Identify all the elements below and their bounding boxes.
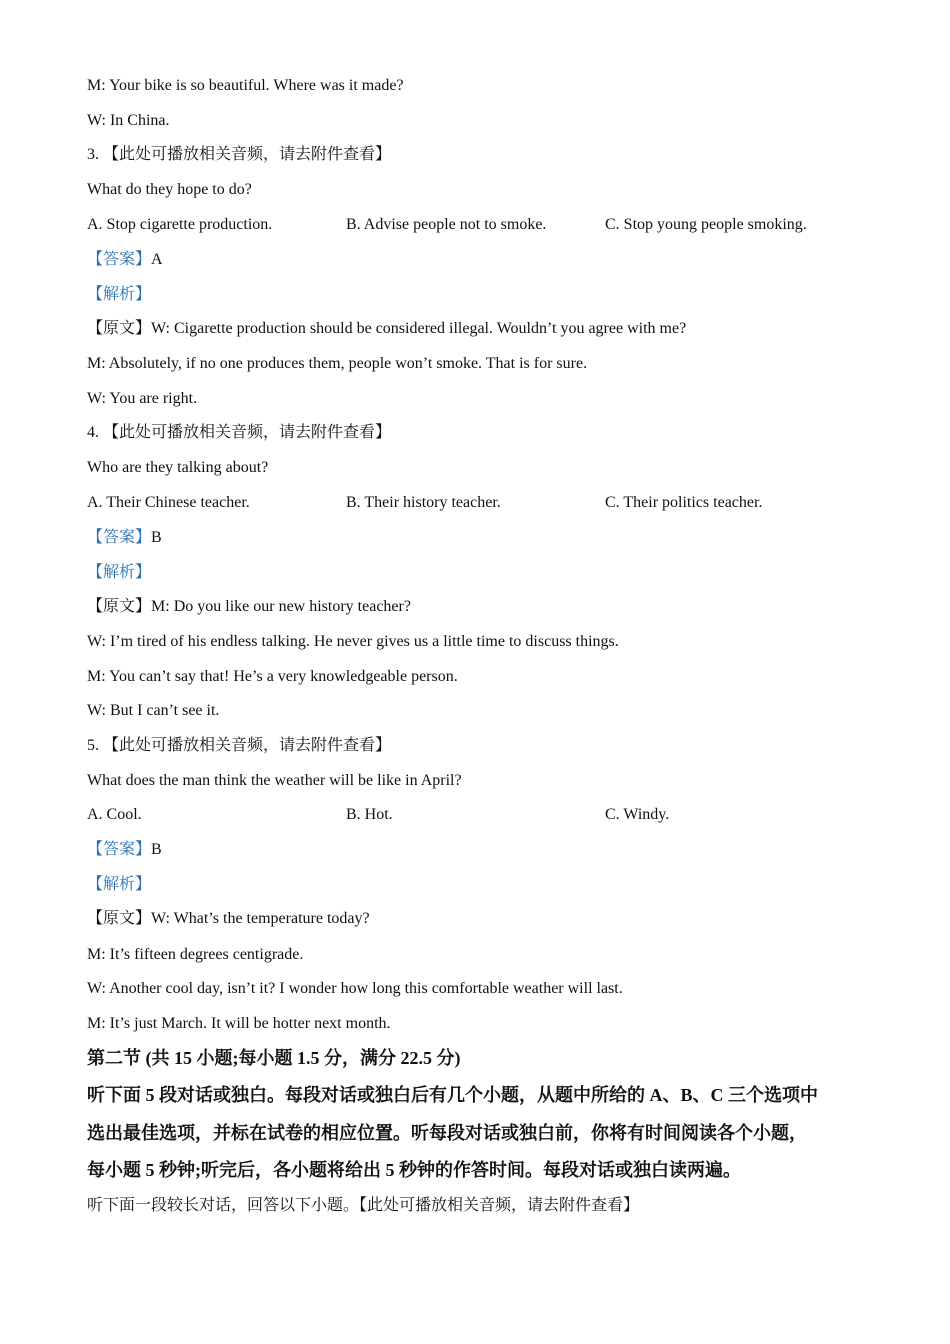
section-2-instructions: 每小题 5 秒钟;听完后，各小题将给出 5 秒钟的作答时间。每段对话或独白读两遍。 xyxy=(87,1160,741,1180)
option-a: A. Cool. xyxy=(87,806,142,823)
section-2-instructions: 选出最佳选项，并标在试卷的相应位置。听每段对话或独白前，你将有时间阅读各个小题， xyxy=(87,1123,807,1143)
answer-label: 【答案】 xyxy=(87,529,152,546)
transcript-text: M: Do you like our new history teacher? xyxy=(151,598,411,615)
option-b: B. Advise people not to smoke. xyxy=(346,216,547,233)
transcript-line xyxy=(87,319,686,339)
option-a: A. Their Chinese teacher. xyxy=(87,494,250,511)
transcript-label: 【原文】 xyxy=(87,910,152,927)
long-dialogue-prompt[interactable]: 听下面一段较长对话，回答以下小题。【此处可播放相关音频，请去附件查看】 xyxy=(87,1197,640,1214)
option-a: A. Stop cigarette production. xyxy=(87,216,273,233)
answer-value: B xyxy=(151,841,162,858)
dialogue-line: W: I’m tired of his endless talking. He never gives us a little time to discuss things. xyxy=(87,633,619,650)
dialogue-line: M: It’s just March. It will be hotter next month. xyxy=(87,1015,391,1032)
answer-value: A xyxy=(151,251,163,268)
dialogue-line: W: You are right. xyxy=(87,390,198,407)
dialogue-line: W: But I can’t see it. xyxy=(87,702,220,719)
dialogue-line: M: Your bike is so beautiful. Where was it made? xyxy=(87,77,404,94)
analysis-label: 【解析】 xyxy=(87,564,152,581)
analysis-label: 【解析】 xyxy=(87,876,152,893)
transcript-text: W: Cigarette production should be considered illegal. Wouldn’t you agree with me? xyxy=(151,320,687,337)
dialogue-line: M: It’s fifteen degrees centigrade. xyxy=(87,946,304,963)
analysis-label: 【解析】 xyxy=(87,286,152,303)
question-4-heading[interactable]: 4. 【此处可播放相关音频，请去附件查看】 xyxy=(87,424,392,441)
answer-label: 【答案】 xyxy=(87,251,152,268)
option-b: B. Hot. xyxy=(346,806,393,823)
question-5-heading[interactable]: 5. 【此处可播放相关音频，请去附件查看】 xyxy=(87,737,392,754)
dialogue-line: W: Another cool day, isn’t it? I wonder how long this comfortable weather will last. xyxy=(87,980,623,997)
dialogue-line: M: You can’t say that! He’s a very knowledgeable person. xyxy=(87,668,458,685)
transcript-label: 【原文】 xyxy=(87,320,152,337)
question-4-text: Who are they talking about? xyxy=(87,459,269,476)
question-3-text: What do they hope to do? xyxy=(87,181,252,198)
question-5-text: What does the man think the weather will be like in April? xyxy=(87,772,462,789)
dialogue-line: M: Absolutely, if no one produces them, people won’t smoke. That is for sure. xyxy=(87,355,588,372)
answer-label: 【答案】 xyxy=(87,841,152,858)
section-2-instructions: 听下面 5 段对话或独白。每段对话或独白后有几个小题，从题中所给的 A、B、C 三个选项中 xyxy=(87,1085,818,1105)
transcript-line xyxy=(87,597,411,617)
section-2-title: 第二节 (共 15 小题;每小题 1.5 分，满分 22.5 分) xyxy=(87,1048,461,1068)
option-c: C. Windy. xyxy=(605,806,670,823)
dialogue-line: W: In China. xyxy=(87,112,170,129)
option-c: C. Stop young people smoking. xyxy=(605,216,807,233)
option-b: B. Their history teacher. xyxy=(346,494,501,511)
question-3-heading[interactable]: 3. 【此处可播放相关音频，请去附件查看】 xyxy=(87,146,392,163)
transcript-text: W: What’s the temperature today? xyxy=(151,910,370,927)
answer-line xyxy=(87,250,163,270)
transcript-label: 【原文】 xyxy=(87,598,152,615)
option-c: C. Their politics teacher. xyxy=(605,494,763,511)
answer-line xyxy=(87,840,162,860)
answer-value: B xyxy=(151,529,162,546)
transcript-line xyxy=(87,909,370,929)
answer-line xyxy=(87,528,162,548)
